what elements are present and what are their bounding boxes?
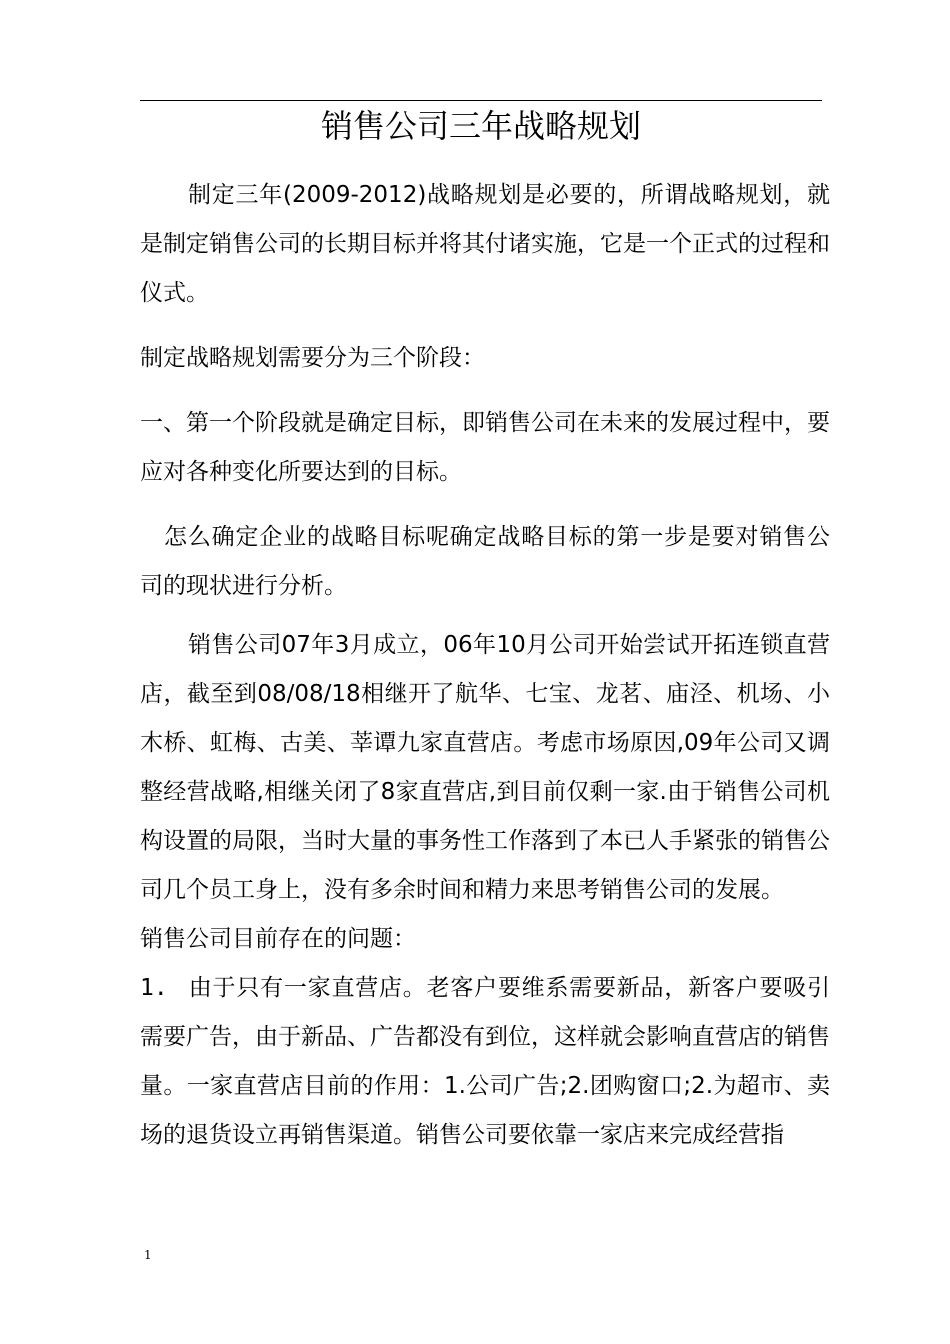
paragraph-stages: 制定战略规划需要分为三个阶段： bbox=[140, 345, 485, 371]
paragraph-problems-heading: 销售公司目前存在的问题： bbox=[140, 926, 416, 952]
paragraph-intro: 制定三年(2009-2012)战略规划是必要的，所谓战略规划，就是制定销售公司的长期目标并将其付诸实施，它是一个正式的过程和仪式。 bbox=[140, 182, 830, 306]
paragraph-goal-analysis: 怎么确定企业的战略目标呢确定战略目标的第一步是要对销售公司的现状进行分析。 bbox=[140, 524, 830, 599]
paragraph-company-history: 销售公司07年3月成立，06年10月公司开始尝试开拓连锁直营店，截至到08/08/18相继开了航华、七宝、龙茗、庙泾、机场、小木桥、虹梅、古美、莘谭九家直营店。考虑市场原因,09年公司又调整经营战略,相继关闭了8家直营店,到目前仅剩一家.由于销售公司机构设置的局限，当时大量的事务性工作落到了本已人手紧张的销售公司几个员工身上，没有多余时间和精力来思考销售公司的发展。 bbox=[140, 632, 830, 903]
list-item-text: 由于只有一家直营店。老客户要维系需要新品，新客户要吸引需要广告，由于新品、广告都没有到位，这样就会影响直营店的销售量。一家直营店目前的作用：1.公司广告;2.团购窗口;2.为超市、卖场的退货设立再销售渠道。销售公司要依靠一家店来完成经营指 bbox=[140, 975, 830, 1148]
document-title: 销售公司三年战略规划 bbox=[320, 107, 641, 145]
list-item-number: 1. bbox=[140, 975, 168, 1001]
header-rule bbox=[140, 100, 822, 101]
page-number: 1 bbox=[144, 1248, 152, 1262]
list-item-problem-1 bbox=[140, 964, 830, 1160]
document-body bbox=[140, 171, 830, 1160]
paragraph-stage-one: 一、第一个阶段就是确定目标，即销售公司在未来的发展过程中，要应对各种变化所要达到的目标。 bbox=[140, 410, 830, 485]
